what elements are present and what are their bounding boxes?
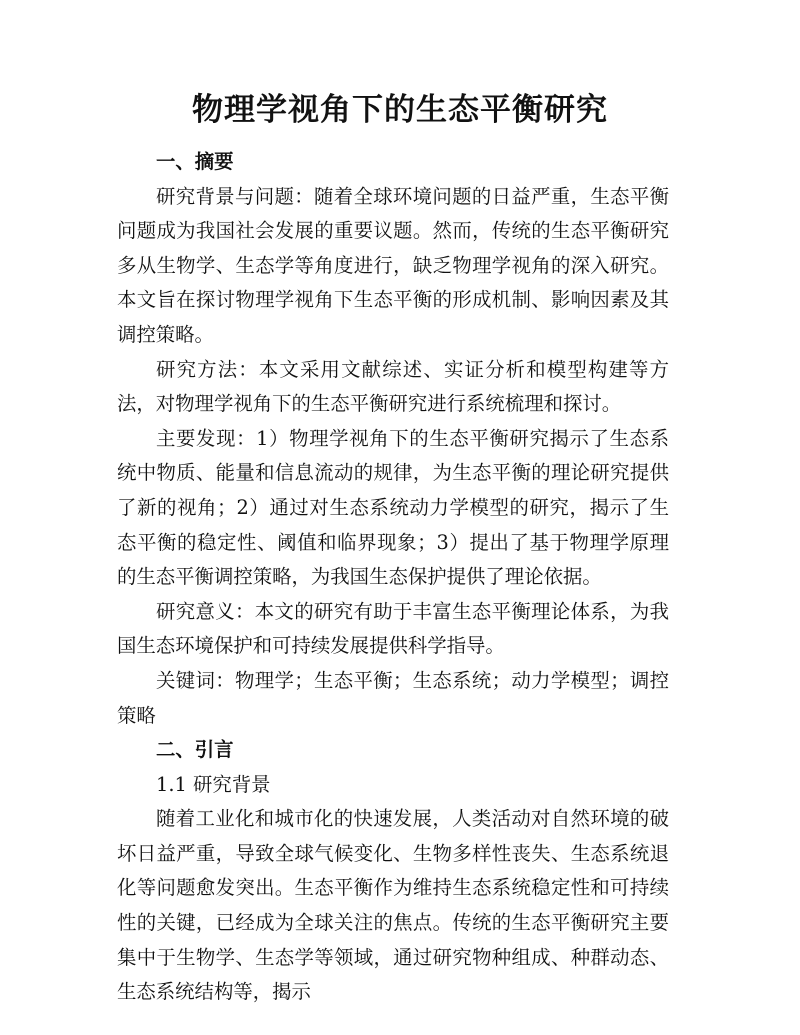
abstract-paragraph-significance: 研究意义：本文的研究有助于丰富生态平衡理论体系，为我国生态环境保护和可持续发展提供科学指导。 xyxy=(117,599,669,658)
section-heading-introduction: 二、引言 xyxy=(156,738,234,762)
abstract-paragraph-methods: 研究方法：本文采用文献综述、实证分析和模型构建等方法，对物理学视角下的生态平衡研究进行系统梳理和探讨。 xyxy=(117,357,669,416)
document-body xyxy=(117,145,669,1010)
abstract-paragraph-findings: 主要发现：1）物理学视角下的生态平衡研究揭示了生态系统中物质、能量和信息流动的规律，为生态平衡的理论研究提供了新的视角；2）通过对生态系统动力学模型的研究，揭示了生态平衡的稳定性、阈值和临界现象；3）提出了基于物理学原理的生态平衡调控策略，为我国生态保护提供了理论依据。 xyxy=(117,426,669,589)
introduction-paragraph: 随着工业化和城市化的快速发展，人类活动对自然环境的破坏日益严重，导致全球气候变化、生物多样性丧失、生态系统退化等问题愈发突出。生态平衡作为维持生态系统稳定性和可持续性的关键，已经成为全球关注的焦点。传统的生态平衡研究主要集中于生物学、生态学等领域，通过研究物种组成、种群动态、生态系统结构等，揭示 xyxy=(117,807,669,1004)
document-title: 物理学视角下的生态平衡研究 xyxy=(192,92,608,128)
abstract-keywords: 关键词：物理学；生态平衡；生态系统；动力学模型；调控策略 xyxy=(117,668,669,727)
subsection-heading-background: 1.1 研究背景 xyxy=(156,772,271,796)
section-heading-abstract: 一、摘要 xyxy=(156,150,234,173)
abstract-paragraph-background: 研究背景与问题：随着全球环境问题的日益严重，生态平衡问题成为我国社会发展的重要议题。然而，传统的生态平衡研究多从生物学、生态学等角度进行，缺乏物理学视角的深入研究。本文旨在探讨物理学视角下生态平衡的形成机制、影响因素及其调控策略。 xyxy=(117,184,669,346)
